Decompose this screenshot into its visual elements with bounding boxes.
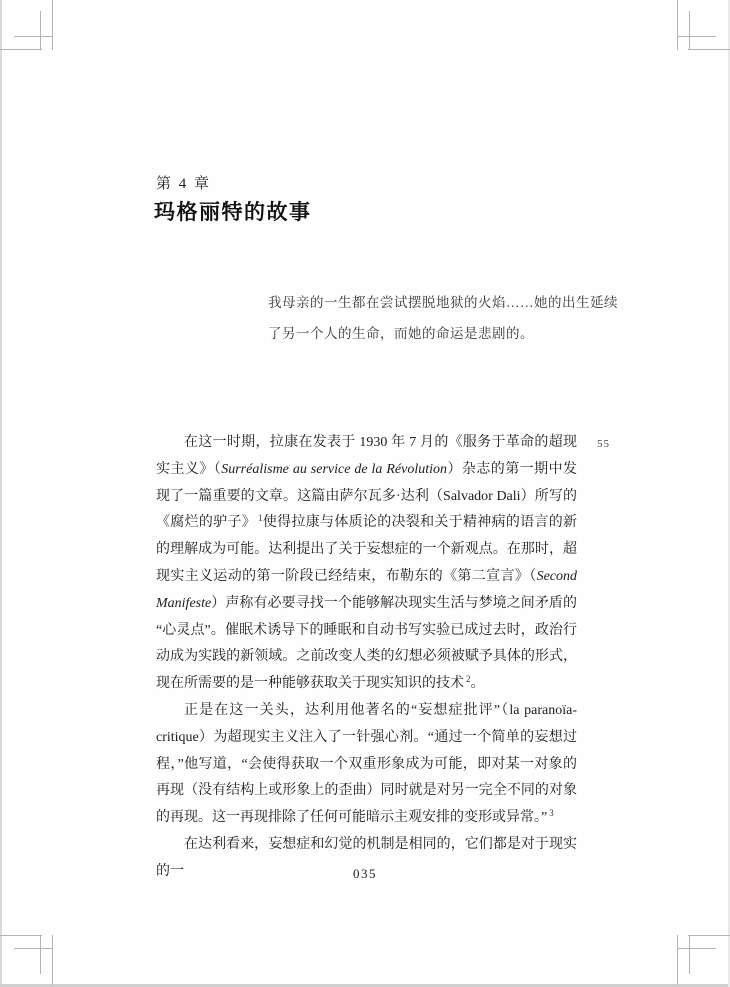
crop-mark-line (688, 49, 730, 50)
page-number: 035 (353, 866, 377, 881)
epigraph-line-2: 了另一个人的生命，而她的命运是悲剧的。 (268, 326, 534, 341)
crop-mark-line (0, 49, 42, 50)
crop-mark-line (40, 936, 41, 974)
crop-mark-line (40, 11, 41, 49)
margin-page-reference: 55 (597, 438, 610, 450)
crop-mark-line (689, 11, 690, 49)
crop-mark-line (677, 935, 678, 985)
crop-mark-line (677, 0, 678, 50)
paragraph-2: 正是在这一关头，达利用他著名的“妄想症批评”（la paranoïa-critique）为超现实主义注入了一针强心剂。“通过一个简单的妄想过程，”他写道，“会使得获取一个双重形象成为可能，即对某一对象的再现（没有结构上或形象上的歪曲）同时就是对另一完全不同的对象的再现。这一再现排除了任何可能暗示主观安排的变形或异常。” $^3$ (156, 702, 577, 826)
crop-mark-line (688, 935, 730, 936)
crop-mark-line (14, 36, 53, 37)
crop-mark-line (14, 948, 53, 949)
chapter-title: 玛格丽特的故事 (154, 200, 312, 224)
paragraph-1: 在这一时期，拉康在发表于 1930 年 7 月的《服务于革命的超现实主义》（Surréalisme au service de la Révolution）杂志的第一期中发现了一篇重要的文章。这篇由萨尔瓦多·达利（Salvador Dali）所写的《腐烂的驴子》 $^1$使得拉康与体质论的决裂和关于精神病的语言的新的理解成为可能。达利提出了关于妄想症的一个新观点。在那时，超现实主义运动的第一阶段已经结束，布勒东的《第二宣言》（Second Manifeste）声称有必要寻找一个能够解决现实生活与梦境之间矛盾的“心灵点”。催眠术诱导下的睡眠和自动书写实验已成过去时，政治行动成为实践的新领域。之前改变人类的幻想必须被赋予具体的形式，现在所需要的是一种能够获取关于现实知识的技术 $^2$。 (156, 435, 578, 692)
epigraph (268, 287, 618, 349)
epigraph-line-1: 我母亲的一生都在尝试摆脱地狱的火焰……她的出生延续 (268, 295, 618, 310)
crop-mark-line (677, 948, 716, 949)
crop-mark-line (52, 935, 53, 985)
chapter-number: 第 4 章 (156, 176, 212, 192)
crop-mark-line (677, 36, 716, 37)
crop-mark-line (0, 935, 42, 936)
crop-mark-line (689, 936, 690, 974)
crop-mark-line (52, 0, 53, 50)
body-text (156, 430, 577, 886)
paragraph-3: 在达利看来，妄想症和幻觉的机制是相同的，它们都是对于现实的一 (156, 836, 577, 879)
page-edge-left (0, 0, 2, 987)
